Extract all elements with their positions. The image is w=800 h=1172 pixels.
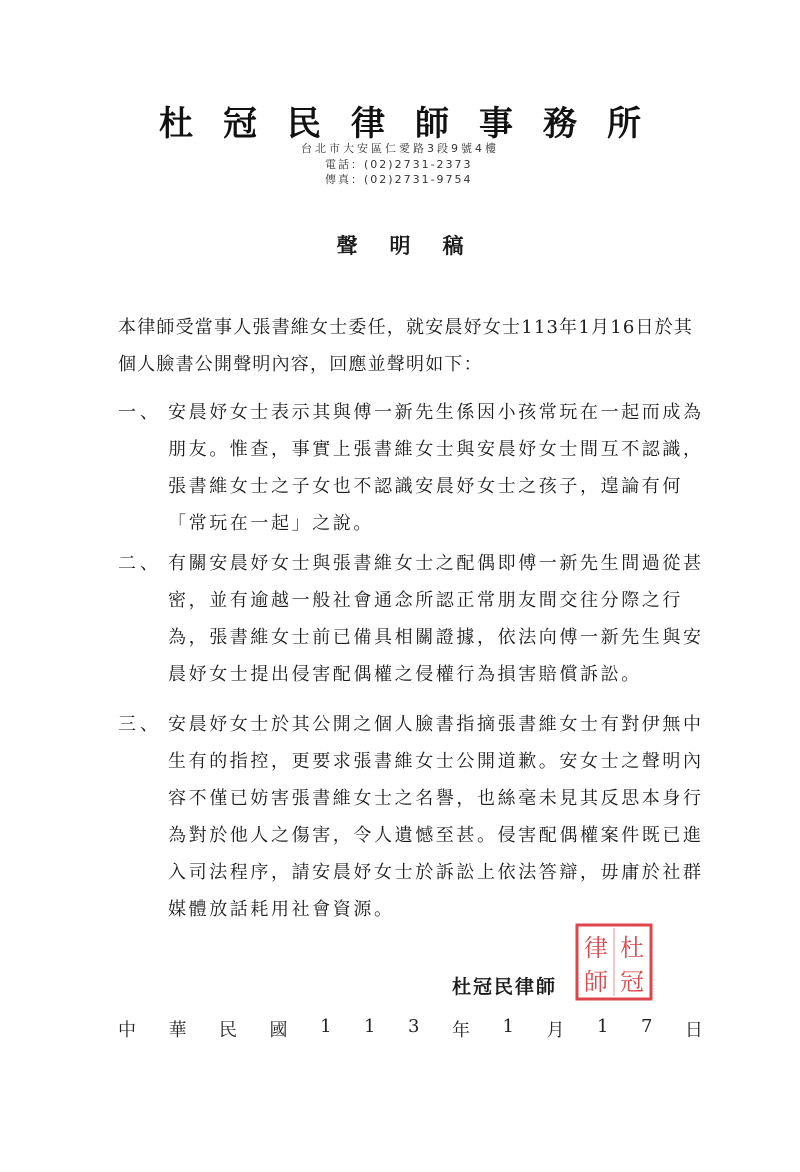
intro-paragraph: 本律師受當事人張書維女士委任，就安晨妤女士113年1月16日於其個人臉書公開聲明內容，回應並聲明如下： bbox=[118, 317, 694, 375]
firm-fax: 傳真：(02)2731-9754 bbox=[325, 173, 473, 186]
item-text: 安晨妤女士表示其與傅一新先生係因小孩常玩在一起而成為朋友。惟查，事實上張書維女士與安晨妤女士間互不認識，張書維女士之子女也不認識安晨妤女士之孩子，遑論有何「常玩在一起」之說。 bbox=[168, 402, 704, 534]
svg-text:杜: 杜 bbox=[620, 934, 644, 962]
date-char: 1 bbox=[320, 1016, 332, 1037]
date-char: 7 bbox=[640, 1016, 653, 1037]
date-char: 1 bbox=[502, 1016, 514, 1037]
date-char: 年 bbox=[451, 1020, 470, 1041]
date-char: 中 bbox=[118, 1020, 136, 1041]
svg-text:師: 師 bbox=[584, 968, 608, 996]
firm-name: 杜冠民律師事務所 bbox=[159, 104, 671, 144]
lawyer-seal-stamp bbox=[574, 922, 654, 1002]
svg-text:冠: 冠 bbox=[620, 968, 644, 996]
date-char: 華 bbox=[168, 1020, 187, 1041]
item-number: 一、 bbox=[118, 402, 162, 423]
item-number: 三、 bbox=[118, 714, 162, 735]
date-char: 月 bbox=[546, 1020, 565, 1041]
svg-text:律: 律 bbox=[584, 934, 608, 962]
date-char: 1 bbox=[596, 1016, 609, 1037]
date-line bbox=[118, 1016, 703, 1042]
date-char: 國 bbox=[269, 1020, 288, 1041]
signature: 杜冠民律師 bbox=[452, 976, 558, 998]
date-char: 日 bbox=[684, 1020, 703, 1041]
firm-phone: 電話：(02)2731-2373 bbox=[325, 158, 473, 171]
item-number: 二、 bbox=[118, 553, 162, 574]
date-char: 3 bbox=[408, 1016, 420, 1037]
firm-address: 台北市大安區仁愛路3段9號4樓 bbox=[301, 142, 499, 155]
date-char: 1 bbox=[364, 1016, 376, 1037]
item-text: 安晨妤女士於其公開之個人臉書指摘張書維女士有對伊無中生有的指控，更要求張書維女士公開道歉。安女士之聲明內容不僅已妨害張書維女士之名譽，也絲毫未見其反思本身行為對於他人之傷害，令人遺憾至甚。侵害配偶權案件既已進入司法程序，請安晨妤女士於訴訟上依法答辯，毋庸於社群媒體放話耗用社會資源。 bbox=[168, 714, 704, 920]
date-char: 民 bbox=[219, 1020, 238, 1041]
item-text: 有關安晨妤女士與張書維女士之配偶即傅一新先生間過從甚密，並有逾越一般社會通念所認正常朋友間交往分際之行為，張書維女士前已備具相關證據，依法向傅一新先生與安晨妤女士提出侵害配偶權之侵權行為損害賠償訴訟。 bbox=[168, 553, 704, 685]
document-title: 聲明稿 bbox=[336, 233, 496, 258]
